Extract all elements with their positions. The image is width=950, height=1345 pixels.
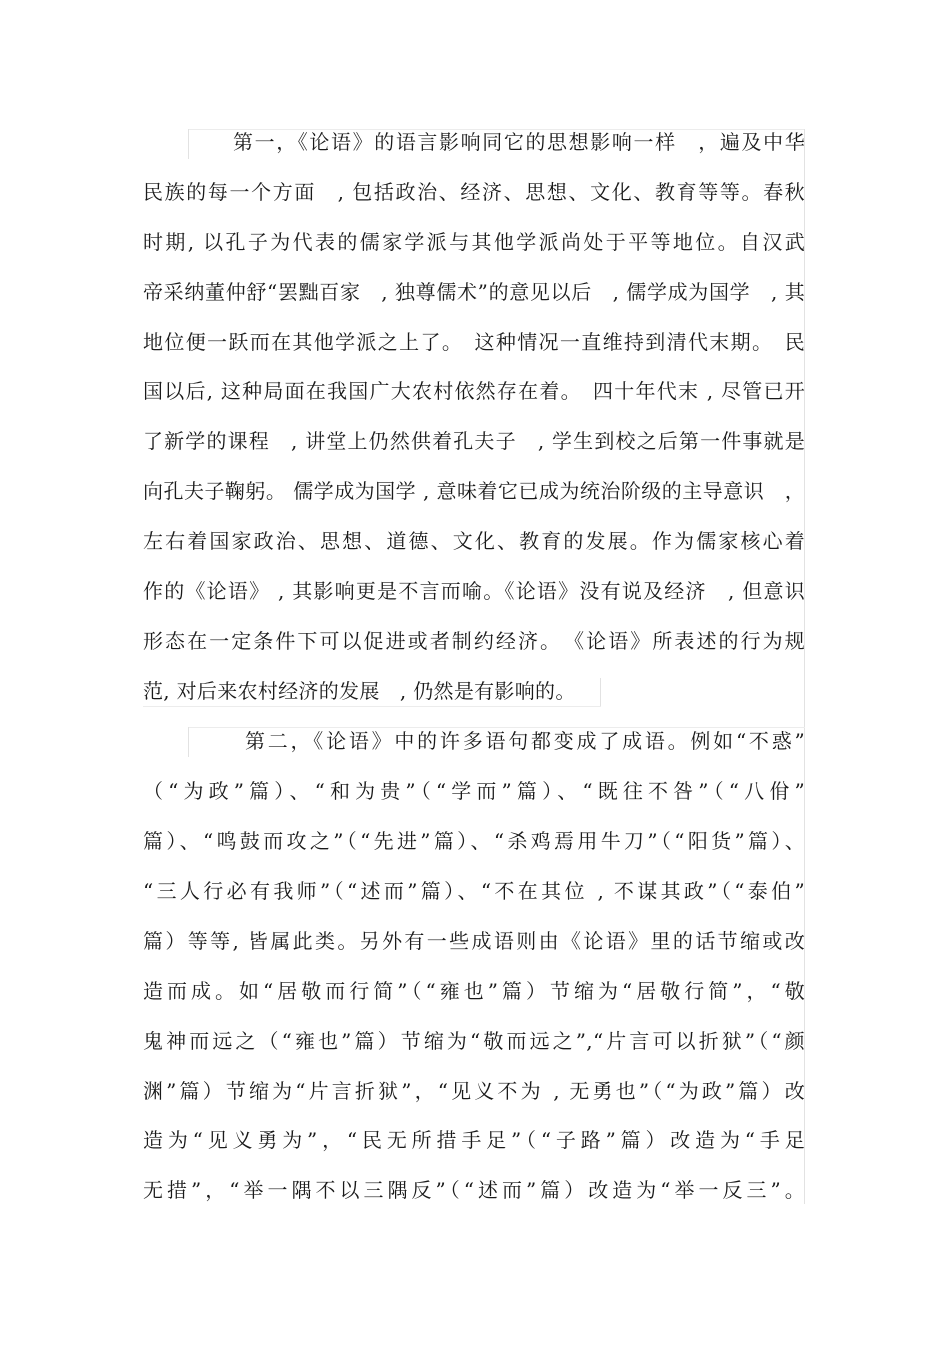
scan-rule: [143, 706, 601, 707]
paragraph-line: 形态在一定条件下可以促进或者制约经济。 《论语》所表述的行为规: [143, 629, 805, 653]
paragraph-line: 国以后, 这种局面在我国广大农村依然存在着。 四十年代末 , 尽管已开: [143, 379, 805, 403]
paragraph-line: 渊”篇）节缩为“片言折狱”，“见义不为 , 无勇也”（“为政”篇）改: [143, 1079, 805, 1103]
paragraph-line: 地位便一跃而在其他学派之上了。 这种情况一直维持到清代末期。 民: [143, 330, 805, 354]
paragraph-line: 无措”，“举一隅不以三隅反”（“述而”篇）改造为“举一反三”。: [143, 1178, 805, 1202]
paragraph-line: 造而成。如“居敬而行简”（“雍也”篇）节缩为“居敬行简”，“敬: [143, 979, 805, 1003]
paragraph-line: 左右着国家政治、思想、道德、文化、教育的发展。作为儒家核心着: [143, 529, 805, 553]
paragraph-line: 篇）、“鸣鼓而攻之”（“先进”篇）、“杀鸡焉用牛刀”（“阳货”篇）、: [143, 829, 805, 853]
paragraph-line: “三人行必有我师”（“述而”篇）、“不在其位 , 不谋其政”（“泰伯”: [143, 879, 805, 903]
paragraph-line: 造为“见义勇为”，“民无所措手足”（“子路”篇）改造为“手足: [143, 1128, 805, 1152]
paragraph-line: （“为政”篇）、“和为贵”（“学而”篇）、“既往不咎”（“八佾”: [143, 779, 805, 803]
scan-rule: [188, 129, 189, 159]
paragraph-line: 范, 对后来农村经济的发展 , 仍然是有影响的。: [143, 679, 576, 703]
paragraph-line: 了新学的课程 , 讲堂上仍然供着孔夫子 , 学生到校之后第一件事就是: [143, 429, 805, 453]
paragraph-line: 第二，《论语》中的许多语句都变成了成语。例如“不惑”: [245, 729, 805, 753]
paragraph-line: 篇）等等, 皆属此类。另外有一些成语则由《论语》里的话节缩或改: [143, 929, 805, 953]
paragraph-line: 时期, 以孔子为代表的儒家学派与其他学派尚处于平等地位。自汉武: [143, 230, 805, 254]
paragraph-line: 第一，《论语》的语言影响同它的思想影响一样 ，遍及中华: [233, 130, 805, 154]
paragraph-line: 鬼神而远之（“雍也”篇）节缩为“敬而远之”,“片言可以折狱”（“颜: [143, 1029, 805, 1053]
scan-rule: [188, 727, 189, 757]
paragraph-line: 帝采纳董仲舒“罢黜百家 , 独尊儒术”的意见以后 , 儒学成为国学 , 其: [143, 280, 805, 304]
paragraph-line: 向孔夫子鞠躬。 儒学成为国学 , 意味着它已成为统治阶级的主导意识 ，: [143, 479, 805, 503]
paragraph-line: 作的《论语》 , 其影响更是不言而喻。《论语》没有说及经济 , 但意识: [143, 579, 805, 603]
paragraph-line: 民族的每一个方面 , 包括政治、经济、思想、文化、教育等等。春秋: [143, 180, 805, 204]
